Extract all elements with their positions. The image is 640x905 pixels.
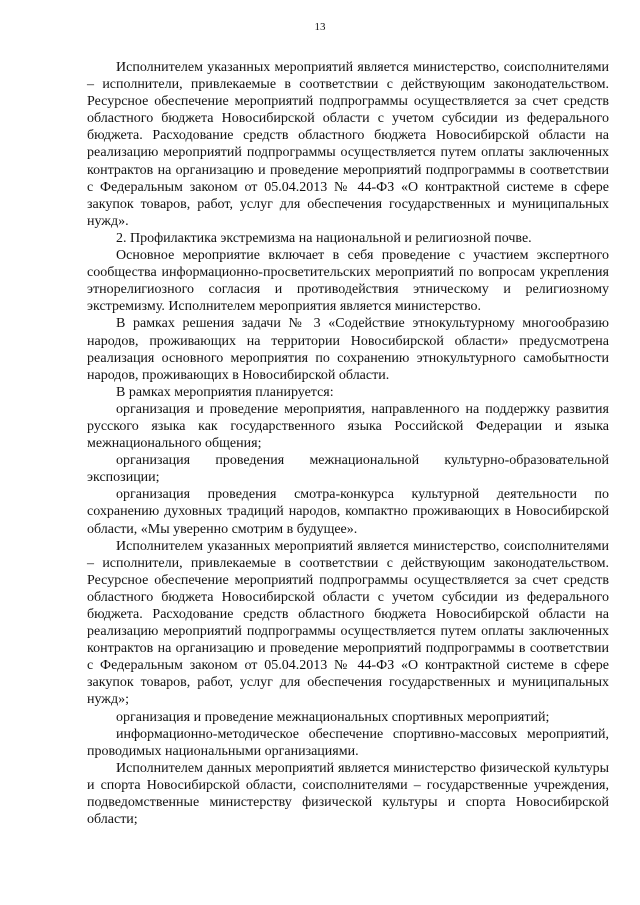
paragraph-task-3: В рамках решения задачи № 3 «Содействие этнокультурному многообразию народов, проживающих на территории Новосибирской области» предусмотрена реализация основного мероприятия по сохранению этнокультурного самобытности народов, проживающих в Новосибирской области.	[87, 316, 609, 383]
paragraph-executor-1: Исполнителем указанных мероприятий является министерство, соисполнителями – исполнители, привлекаемые в соответствии с действующим законодательством. Ресурсное обеспечение мероприятий подпрограммы осуществляется за счет средств областного бюджета Новосибирской области с учетом субсидии из федерального бюджета. Расходование средств областного бюджета Новосибирской области на реализацию мероприятий подпрограммы осуществляется путем оплаты заключенных контрактов на организацию и проведение мероприятий подпрограммы в соответствии с Федеральным законом от 05.04.2013 № 44-ФЗ «О контрактной системе в сфере закупок товаров, работ, услуг для обеспечения государственных и муниципальных нужд».	[87, 60, 609, 229]
paragraph-list-item-russian-language: организация и проведение мероприятия, направленного на поддержку развития русского языка как государственного языка Российской Федерации и языка межнационального общения;	[87, 401, 609, 452]
paragraph-list-item-methodical: информационно-методическое обеспечение спортивно-массовых мероприятий, проводимых национальными организациями.	[87, 726, 609, 759]
paragraph-executor-2: Исполнителем указанных мероприятий является министерство, соисполнителями – исполнители, привлекаемые в соответствии с действующим законодательством. Ресурсное обеспечение мероприятий подпрограммы осуществляется за счет средств областного бюджета Новосибирской области с учетом субсидии из федерального бюджета. Расходование средств областного бюджета Новосибирской области на реализацию мероприятий подпрограммы осуществляется путем оплаты заключенных контрактов на организацию и проведение мероприятий подпрограммы в соответствии с Федеральным законом от 05.04.2013 № 44-ФЗ «О контрактной системе в сфере закупок товаров, работ, услуг для обеспечения государственных и муниципальных нужд»;	[87, 538, 609, 708]
paragraph-planned-intro: В рамках мероприятия планируется:	[116, 384, 334, 400]
page-number: 13	[314, 21, 326, 33]
paragraph-list-item-sports: организация и проведение межнациональных спортивных мероприятий;	[116, 709, 550, 725]
document-body	[87, 59, 609, 828]
paragraph-executor-sports: Исполнителем данных мероприятий является министерство физической культуры и спорта Новосибирской области, соисполнителями – государственные учреждения, подведомственные министерству физической культуры и спорта Новосибирской области;	[87, 760, 609, 828]
paragraph-list-item-contest: организация проведения смотра-конкурса культурной деятельности по сохранению духовных традиций народов, компактно проживающих в Новосибирской области, «Мы уверенно смотрим в будущее».	[87, 487, 609, 537]
paragraph-main-activity: Основное мероприятие включает в себя проведение с участием экспертного сообщества информационно-просветительских мероприятий по вопросам укрепления этнорелигиозного согласия и противодействия этническому и религиозному экстремизму. Исполнителем мероприятия является министерство.	[87, 248, 609, 315]
paragraph-list-item-exposition: организация проведения межнациональной культурно-образовательной экспозиции;	[87, 453, 609, 486]
paragraph-extremism-heading: 2. Профилактика экстремизма на национальной и религиозной почве.	[116, 230, 532, 246]
